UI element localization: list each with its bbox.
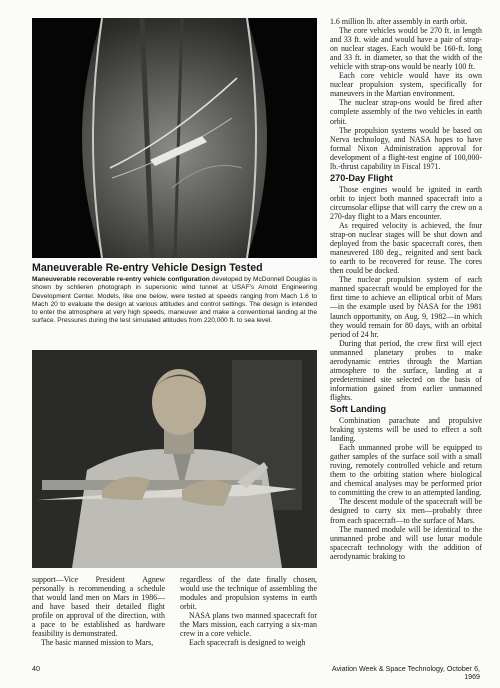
paragraph: The descent module of the spacecraft will be designed to carry six men—probably three from each spacecraft—to the surface of Mars. bbox=[330, 497, 482, 525]
bottom-left-column bbox=[32, 575, 165, 647]
running-title: Aviation Week & Space Technology, October 6, 1969 bbox=[331, 665, 480, 681]
engineer-illustration bbox=[32, 350, 317, 568]
bottom-middle-column bbox=[180, 575, 317, 647]
figure-heading: Maneuverable Re-entry Vehicle Design Tested bbox=[32, 262, 263, 274]
paragraph: 1.6 million lb. after assembly in earth orbit. bbox=[330, 17, 468, 26]
caption-lead: Maneuverable recoverable re-entry vehicle configuration bbox=[32, 276, 210, 283]
paragraph: The propulsion systems would be based on Nerva technology, and NASA hopes to have formal Nixon Administration approval for development of a flight-test engine of 100,000-lb.-thrust capability in Fiscal 1971. bbox=[330, 125, 482, 171]
paragraph: Combination parachute and propulsive braking systems will be used to effect a soft landing. bbox=[330, 416, 482, 444]
caption-body: developed by McDonnell Douglas is shown by schlieren photograph in supersonic wind tunnel at USAF's Arnold Engineering Development Center. Models, like one below, were tested at speeds ranging from Mach 1.6 to Mach 20 to evaluate the design at various attitudes and control settings. The design is intended to enter the atmosphere at very high speeds, maneuver and make a conventional landing at the surface. Pressures during the test simulated altitudes from 220,000 ft. to sea level. bbox=[32, 276, 317, 325]
paragraph: During that period, the crew first will eject unmanned planetary probes to make aerodynamic entries through the Martian atmosphere to the surface, landing at a predetermined site selected on the basis of information gained from earlier unmanned flights. bbox=[330, 338, 482, 402]
paragraph: Each unmanned probe will be equipped to gather samples of the surface soil with a small roving, remotely controlled vehicle and return them to the orbiting station where biological and chemical analyses may be performed prior to committing the crew to an attempted landing. bbox=[330, 443, 482, 498]
figure-caption bbox=[32, 276, 317, 326]
engineer-with-model-photo bbox=[32, 350, 317, 568]
paragraph: NASA plans two manned spacecraft for the Mars mission, each carrying a six-man crew in a core vehicle. bbox=[180, 611, 317, 639]
right-column bbox=[330, 17, 482, 561]
paragraph: Each spacecraft is designed to weigh bbox=[189, 638, 306, 648]
paragraph: The nuclear strap-ons would be fired after complete assembly of the two vehicles in earth orbit. bbox=[330, 98, 482, 126]
subheading-soft-landing: Soft Landing bbox=[330, 403, 387, 414]
paragraph: The nuclear propulsion system of each manned spacecraft would be employed for the first time to achieve an elliptical orbit of Mars—in the example used by NASA for the 1981 launch opportunity, on Aug. 9, 1982—in which they would remain for 80 days, with an orbital period of 24 hr. bbox=[330, 275, 482, 339]
paragraph: support—Vice President Agnew personally is recommending a schedule that would land men on Mars in 1986—and have based their detailed flight profile on approval of the direction, with a pace to be established as hardware feasibility is demonstrated. bbox=[32, 575, 165, 639]
paragraph: Those engines would be ignited in earth orbit to inject both manned spacecraft into a circumsolar ellipse that will carry the crew on a 270-day flight to a Mars encounter. bbox=[330, 184, 482, 221]
schlieren-illustration bbox=[32, 18, 317, 258]
paragraph: The core vehicles would be 270 ft. in length and 33 ft. wide and would have a pair of strap-on nuclear stages. Each would be 160-ft. long and 33 ft. in diameter, so that the width of the vehicle with strap-ons would be nearly 100 ft. bbox=[330, 26, 482, 72]
paragraph: As required velocity is achieved, the four strap-on nuclear stages will be shut down and deployed from the basic spacecraft cores, then maneuvered 180 deg., reignited and sent back to earth to be recovered for reuse. The cores then could be docked. bbox=[330, 221, 482, 276]
paragraph: The basic manned mission to Mars, bbox=[41, 638, 154, 648]
schlieren-wind-tunnel-photo bbox=[32, 18, 317, 258]
paragraph: Each core vehicle would have its own nuclear propulsion system, specifically for maneuvers in the Martian environment. bbox=[330, 71, 482, 99]
paragraph: The manned module will be identical to the unmanned probe and will use lunar module spacecraft technology with the addition of aerodynamic braking to bbox=[330, 524, 482, 561]
subheading-270-day-flight: 270-Day Flight bbox=[330, 172, 393, 183]
paragraph: regardless of the date finally chosen, would use the technique of assembling the modules and propulsion systems in earth orbit. bbox=[180, 575, 317, 612]
page-number: 40 bbox=[32, 665, 40, 673]
